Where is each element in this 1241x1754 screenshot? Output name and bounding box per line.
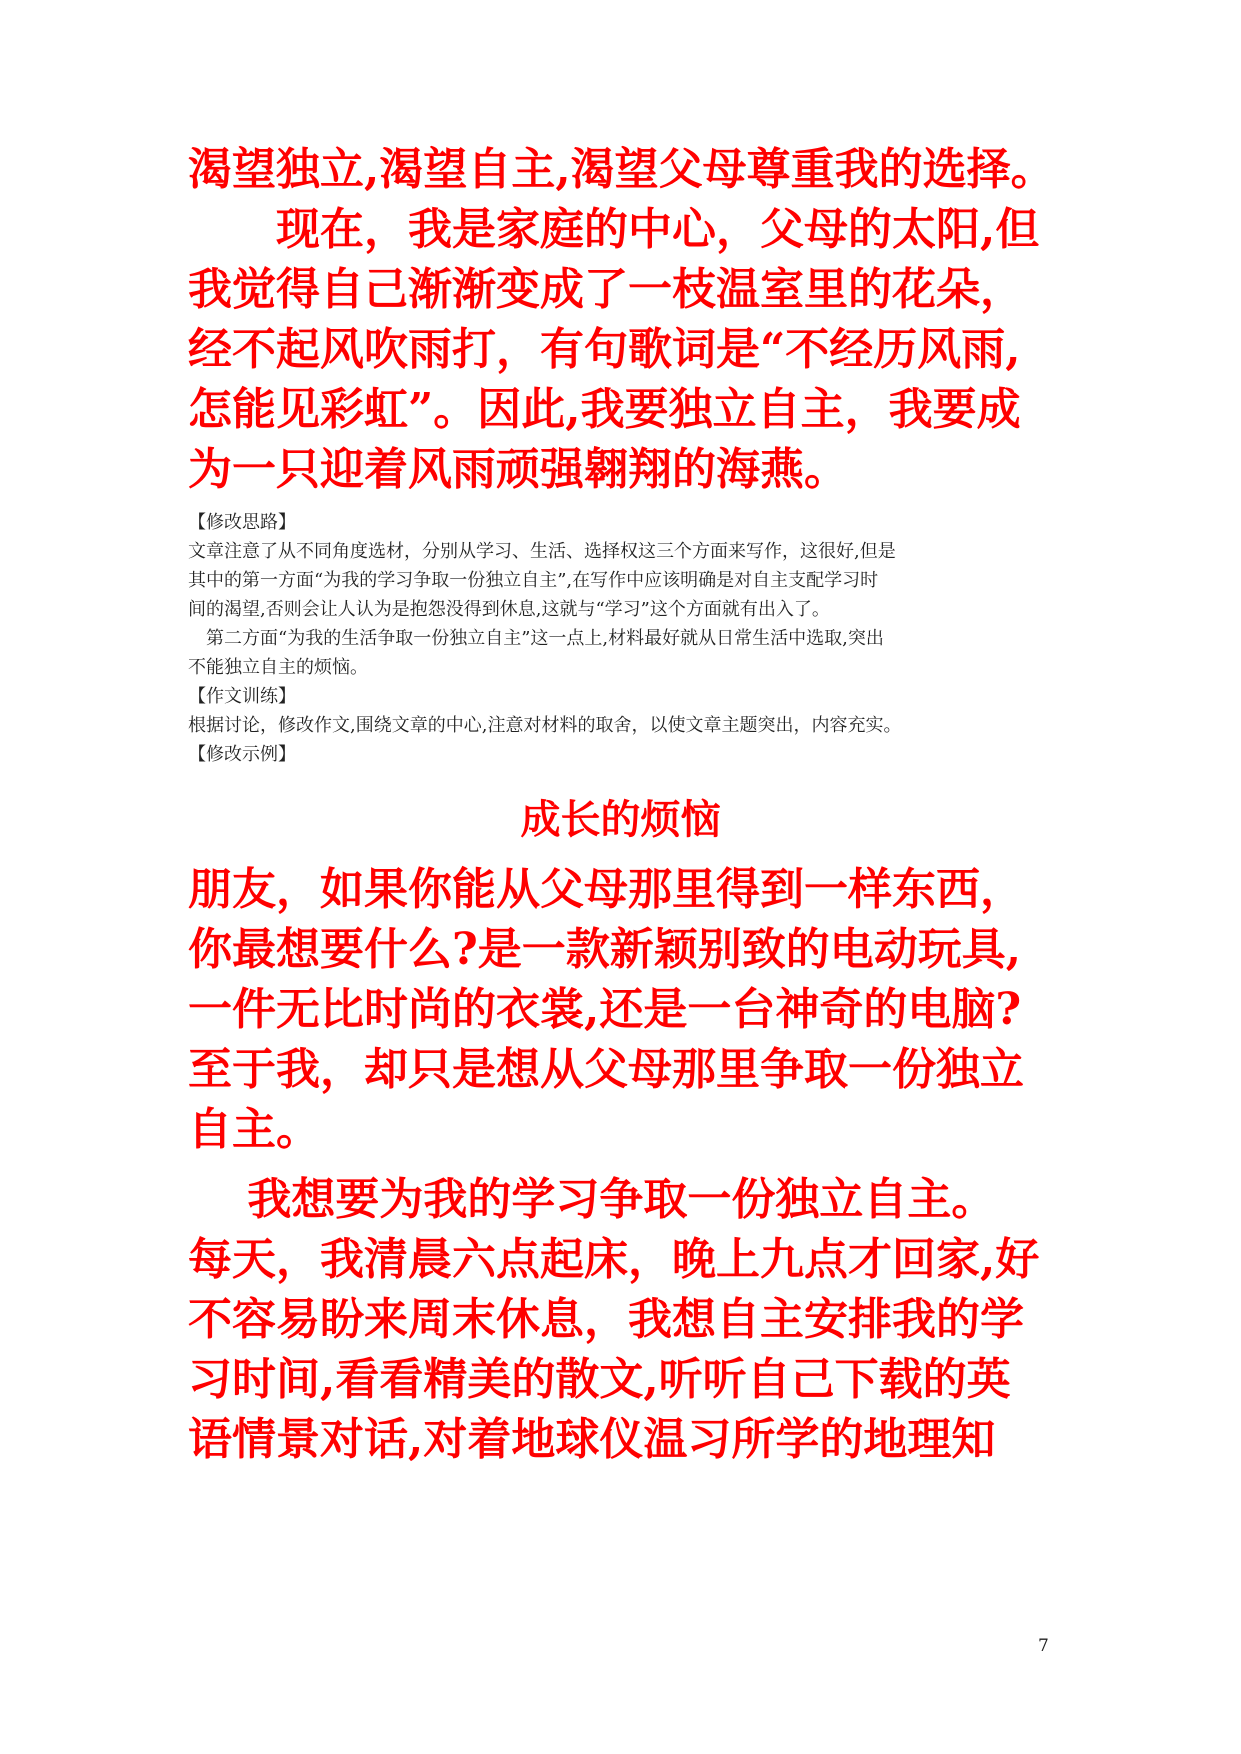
training-line: 根据讨论，修改作文,围绕文章的中心,注意对材料的取舍，以使文章主题突出，内容充实。 <box>188 715 902 736</box>
example-line: 你最想要什么?是一款新颖别致的电动玩具, <box>188 924 1022 975</box>
essay-line: 渴望独立,渴望自主,渴望父母尊重我的选择。 <box>188 144 1055 195</box>
training-heading: 【作文训练】 <box>188 686 296 707</box>
example-line: 我想要为我的学习争取一份独立自主。 <box>188 1174 996 1225</box>
essay-line: 现在，我是家庭的中心，父母的太阳,但 <box>188 204 1040 255</box>
revision-heading: 【修改思路】 <box>188 512 296 533</box>
revision-line: 文章注意了从不同角度选材，分别从学习、生活、选择权这三个方面来写作，这很好,但是 <box>188 541 896 562</box>
revision-line: 第二方面“为我的生活争取一份独立自主”这一点上,材料最好就从日常生活中选取,突出 <box>188 628 884 649</box>
example-line: 至于我，却只是想从父母那里争取一份独立 <box>188 1044 1024 1095</box>
page-number: 7 <box>1038 1636 1049 1656</box>
essay-line: 经不起风吹雨打，有句歌词是“不经历风雨, <box>188 324 1021 375</box>
example-line: 自主。 <box>188 1104 320 1155</box>
essay-line: 我觉得自己渐渐变成了一枝温室里的花朵， <box>188 264 1024 315</box>
revision-line: 其中的第一方面“为我的学习争取一份独立自主”,在写作中应该明确是对自主支配学习时 <box>188 570 879 591</box>
example-line: 每天，我清晨六点起床，晚上九点才回家,好 <box>188 1234 1040 1285</box>
essay-line: 为一只迎着风雨顽强翱翔的海燕。 <box>188 444 848 495</box>
example-title: 成长的烦恼 <box>520 796 721 843</box>
example-line: 语情景对话,对着地球仪温习所学的地理知 <box>188 1414 996 1465</box>
example-line: 习时间,看看精美的散文,听听自己下载的英 <box>188 1354 1011 1405</box>
example-line: 不容易盼来周末休息，我想自主安排我的学 <box>188 1294 1024 1345</box>
revision-line: 间的渴望,否则会让人认为是抱怨没得到休息,这就与“学习”这个方面就有出入了。 <box>188 599 830 620</box>
essay-line: 怎能见彩虹”。因此,我要独立自主，我要成 <box>188 384 1021 435</box>
revision-line: 不能独立自主的烦恼。 <box>188 657 368 678</box>
example-line: 一件无比时尚的衣裳,还是一台神奇的电脑? <box>188 984 1022 1035</box>
example-heading: 【修改示例】 <box>188 744 296 765</box>
example-line: 朋友，如果你能从父母那里得到一样东西， <box>188 864 1024 915</box>
